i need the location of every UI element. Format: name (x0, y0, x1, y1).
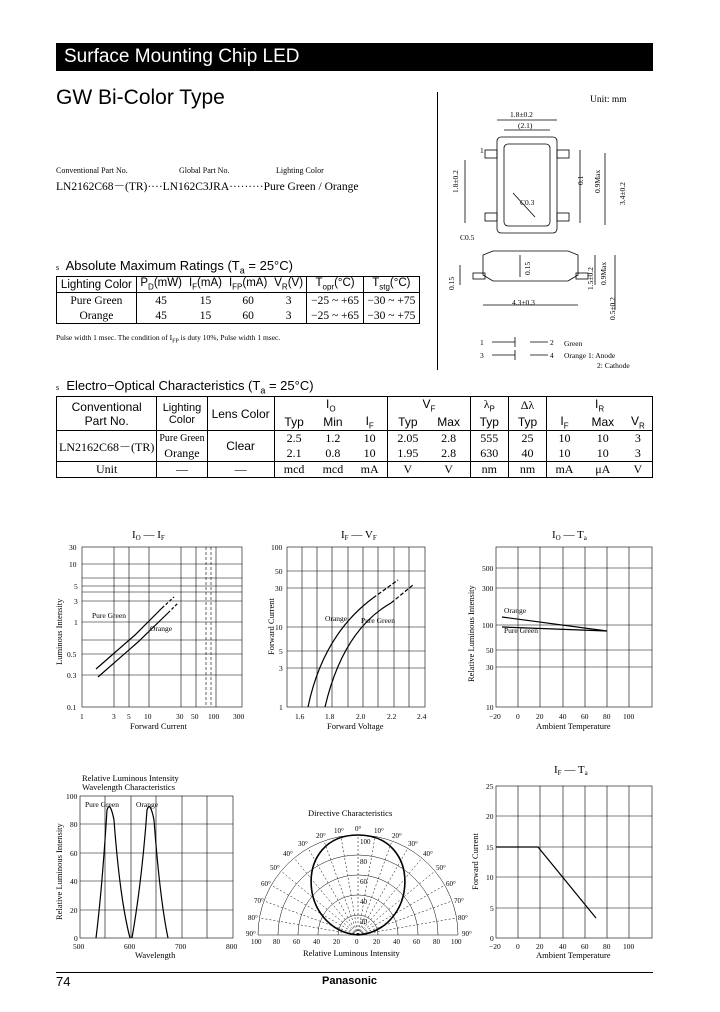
angle-label: 30° (298, 840, 308, 848)
ytick: 80 (70, 820, 78, 829)
angle-label: 50° (270, 864, 280, 872)
package-lens (504, 144, 550, 226)
dim-side4: 3.4±0.2 (618, 182, 627, 205)
ytick: 5 (490, 904, 494, 913)
xtick: 0 (355, 938, 359, 946)
x-axis-label: Ambient Temperature (536, 721, 611, 731)
xtick: 60 (581, 942, 589, 951)
chart-directive (238, 800, 478, 960)
pin-legend-3: 3 (480, 351, 484, 360)
divider (437, 92, 438, 370)
label-pure-green: Pure Green (361, 616, 395, 625)
label-pure-green: Pure Green (92, 611, 126, 620)
y-axis-label: Forward Current (266, 598, 276, 655)
y-axis-label: Forward Current (470, 833, 480, 890)
pin-label-1: 1 (480, 146, 484, 155)
ytick: 20 (70, 906, 78, 915)
page-number: 74 (56, 974, 71, 989)
ytick: 60 (70, 849, 78, 858)
package-outline (497, 137, 557, 233)
angle-label: 40° (423, 850, 433, 858)
ytick: 100 (482, 621, 494, 630)
ring-label: 60 (360, 878, 367, 886)
angle-label: 20° (316, 832, 326, 840)
pin-legend-2: 2 (550, 338, 554, 347)
ytick: 5 (74, 582, 78, 591)
ring-label: 80 (360, 858, 367, 866)
pad-4 (557, 213, 569, 221)
derating-curve (496, 847, 596, 918)
dim-side1: 1.8±0.2 (451, 170, 460, 193)
ytick: 20 (486, 812, 494, 821)
xtick: 30 (176, 712, 184, 721)
ytick: 25 (486, 782, 494, 791)
xtick: −20 (489, 942, 501, 951)
ring-label: 40 (360, 898, 367, 906)
xtick: 2.2 (387, 712, 397, 721)
eo-row: Orange 2.1 0.8 10 1.95 2.8 630 40 10 10 3 (57, 446, 653, 462)
page-title: GW Bi-Color Type (56, 86, 225, 109)
angle-label: 80° (458, 914, 468, 922)
angle-label: 0° (355, 825, 362, 833)
xtick: 600 (124, 942, 136, 951)
chart-io-if (50, 525, 255, 740)
pad-1 (485, 150, 497, 158)
dim-side3: 0.1 (576, 175, 585, 185)
dim-top-w: 1.8±0.2 (510, 110, 533, 119)
chart-title: IO — IF (132, 529, 165, 542)
section-banner: Surface Mounting Chip LED (56, 43, 653, 71)
ytick: 100 (271, 543, 283, 552)
ytick: 0 (74, 934, 78, 943)
xtick: 60 (413, 938, 420, 946)
ytick: 1 (74, 618, 78, 627)
chart-title: Directive Characteristics (308, 808, 393, 818)
xtick: 40 (393, 938, 400, 946)
ytick: 0.5 (67, 650, 77, 659)
xtick: 1.6 (295, 712, 305, 721)
unit-label: Unit: mm (590, 95, 627, 105)
xtick: 2.4 (417, 712, 427, 721)
label-orange: Orange (504, 606, 527, 615)
ytick: 50 (275, 567, 283, 576)
angle-label: 50° (436, 864, 446, 872)
curve-orange (132, 807, 168, 938)
angle-label: 10° (374, 827, 384, 835)
chart-title: IO — Ta (552, 529, 587, 542)
angle-label: 80° (248, 914, 258, 922)
label-orange: Orange (150, 624, 173, 633)
chart-if-vf (263, 525, 443, 740)
xtick: 80 (603, 942, 611, 951)
eo-row: LN2162C68－(TR) Pure Green Clear 2.5 1.2 10 2.05 2.8 555 25 10 10 3 (57, 431, 653, 447)
label-global: Global Part No. (179, 166, 230, 175)
angle-label: 60° (261, 880, 271, 888)
curve-orange (98, 613, 168, 677)
ytick: 300 (482, 584, 494, 593)
xtick: 100 (623, 712, 635, 721)
xtick: 20 (536, 712, 544, 721)
label-pure-green: Pure Green (504, 626, 538, 635)
label-pure-green: Pure Green (85, 800, 119, 809)
y-axis-label: Relative Luminous Intensity (466, 585, 476, 682)
abs-max-heading: s Absolute Maximum Ratings $(T_a = 25^\circ C)$ (56, 258, 293, 276)
angle-label: 70° (454, 897, 464, 905)
ring-label: 20 (360, 918, 367, 926)
dim-h3: 1.5±0.2 (586, 267, 595, 290)
ytick: 10 (275, 623, 283, 632)
xtick: 80 (433, 938, 440, 946)
chart-io-ta (462, 525, 662, 740)
xtick: 20 (536, 942, 544, 951)
chart-spectrum (50, 770, 250, 960)
label-conventional: Conventional Part No. (56, 166, 128, 175)
abs-max-row: Orange 45 15 60 3 −25 ~ +65 −30 ~ +75 (57, 308, 420, 324)
xtick: 40 (313, 938, 320, 946)
xtick: 100 (208, 712, 220, 721)
dim-h2: 0.15 (523, 261, 532, 275)
x-axis-label: Forward Voltage (327, 721, 384, 731)
angle-label: 90° (246, 930, 256, 938)
xtick: 5 (127, 712, 131, 721)
xtick: 100 (623, 942, 635, 951)
xtick: 0 (516, 712, 520, 721)
ytick: 10 (69, 560, 77, 569)
ytick: 0 (490, 934, 494, 943)
ytick: 3 (279, 664, 283, 673)
x-axis-label: Wavelength (135, 950, 176, 960)
legend-cathode: 2: Cathode (597, 361, 630, 370)
angle-label: 20° (392, 832, 402, 840)
xtick: 10 (144, 712, 152, 721)
ytick: 100 (66, 792, 78, 801)
abs-max-row: Pure Green 45 15 60 3 −25 ~ +65 −30 ~ +75 (57, 293, 420, 309)
dim-side2: 0.9Max (593, 169, 602, 193)
ytick: 3 (74, 597, 78, 606)
x-axis-label: Forward Current (130, 721, 187, 731)
xtick: 80 (603, 712, 611, 721)
ytick: 50 (486, 646, 494, 655)
eo-table: Conventional Part No. Lighting Color Lens Color $I_O$ $V_F$ $\lambda_P$ Δλ $I_R$ Typ Min $I_F$ Typ Max Typ Typ $I_F$ Max $V_R$ LN2162C68－(TR) Pure Green Clear 2.5 1.2 10 2.05 2.8 555 25 10 10 3 Orange 2.1 0.8 10 1.95 2.8 630 40 10 10 3 Unit — — mcd mcd mA V V nm nm mA μA V (56, 396, 653, 478)
ytick: 30 (486, 663, 494, 672)
eo-unit-row: Unit — — mcd mcd mA V V nm nm mA μA V (57, 462, 653, 478)
dim-bottom: 4.3±0.3 (512, 298, 535, 307)
xtick: 50 (191, 712, 199, 721)
ytick: 1 (279, 703, 283, 712)
abs-max-note: Pulse width 1 msec. The condition of $I_{FP}$ is duty 10%, Pulse width 1 msec. (56, 333, 281, 345)
ytick: 5 (279, 647, 283, 656)
ytick: 30 (69, 543, 77, 552)
xtick: −20 (489, 712, 501, 721)
ytick: 15 (486, 843, 494, 852)
pin-legend-1: 1 (480, 338, 484, 347)
legend-orange: Orange 1: Anode (564, 351, 616, 360)
legend-green: Green (564, 339, 583, 348)
chart-title: IF — VF (341, 529, 377, 542)
y-axis-label: Luminous Intensity (54, 598, 64, 665)
x-axis-label: Ambient Temperature (536, 950, 611, 960)
ring-label: 100 (360, 838, 371, 846)
abs-max-table: Lighting Color $P_D(mW)$ $I_F(mA)$ $I_{FP}(mA)$ $V_R(V)$ $T_{opr}(^\circ C)$ $T_{stg}(^\circ C)$ Pure Green 45 15 60 3 −25 ~ +65 −30 ~ +75 Orange 45 15 60 3 −25 ~ +65 −30 ~ +75 (56, 276, 420, 324)
xtick: 800 (226, 942, 238, 951)
dim-corner: C0.5 (460, 233, 475, 242)
ytick: 0.3 (67, 671, 77, 680)
dim-h1: 0.15 (447, 276, 456, 290)
xtick: 3 (112, 712, 116, 721)
label-orange: Orange (325, 614, 348, 623)
xtick: 300 (233, 712, 245, 721)
dim-h5: 0.5±0.2 (608, 297, 617, 320)
xtick: 40 (559, 712, 567, 721)
chart-title-2: Wavelength Characteristics (82, 782, 176, 792)
chart-title-1: Relative Luminous Intensity (82, 773, 179, 783)
brand-logo: Panasonic (322, 975, 378, 987)
y-axis-label: Relative Luminous Intensity (54, 823, 64, 920)
xtick: 60 (293, 938, 300, 946)
xtick: 100 (451, 938, 462, 946)
pin-legend-4: 4 (550, 351, 554, 360)
chart-if-ta (462, 760, 662, 960)
label-orange: Orange (136, 800, 159, 809)
ytick: 500 (482, 564, 494, 573)
x-axis-label: Relative Luminous Intensity (303, 948, 400, 958)
chart-title: IF — Ta (554, 764, 588, 777)
xtick: 40 (559, 942, 567, 951)
angle-label: 60° (446, 880, 456, 888)
ytick: 40 (70, 877, 78, 886)
dim-h4: 0.9Max (599, 261, 608, 285)
xtick: 80 (273, 938, 280, 946)
xtick: 2.0 (356, 712, 366, 721)
ytick: 10 (486, 703, 494, 712)
xtick: 100 (251, 938, 262, 946)
ytick: 10 (486, 873, 494, 882)
part-info-labels (56, 166, 356, 175)
curve-pure-green (96, 807, 130, 938)
xtick: 20 (333, 938, 340, 946)
pad-2 (557, 150, 569, 158)
package-drawing (440, 105, 640, 375)
angle-label: 40° (283, 850, 293, 858)
angle-label: 70° (254, 897, 264, 905)
xtick: 500 (73, 942, 85, 951)
angle-label: 90° (462, 930, 472, 938)
pad-3 (485, 213, 497, 221)
xtick: 60 (581, 712, 589, 721)
xtick: 20 (373, 938, 380, 946)
angle-label: 30° (408, 840, 418, 848)
dim-top-w2: (2.1) (518, 121, 533, 130)
eo-heading: s Electro−Optical Characteristics $(T_a = 25^\circ C)$ (56, 378, 314, 396)
ytick: 0.1 (67, 703, 77, 712)
ytick: 30 (275, 584, 283, 593)
xtick: 1.8 (325, 712, 335, 721)
dim-cathode: C0.3 (520, 198, 535, 207)
xtick: 1 (80, 712, 84, 721)
angle-label: 10° (334, 827, 344, 835)
xtick: 0 (516, 942, 520, 951)
part-info-row: LN2162C68－(TR)····LN162C3JRA·········Pure Green / Orange (56, 181, 359, 193)
label-lighting: Lighting Color (276, 166, 324, 175)
xtick: 700 (175, 942, 187, 951)
footer-rule (56, 972, 653, 973)
